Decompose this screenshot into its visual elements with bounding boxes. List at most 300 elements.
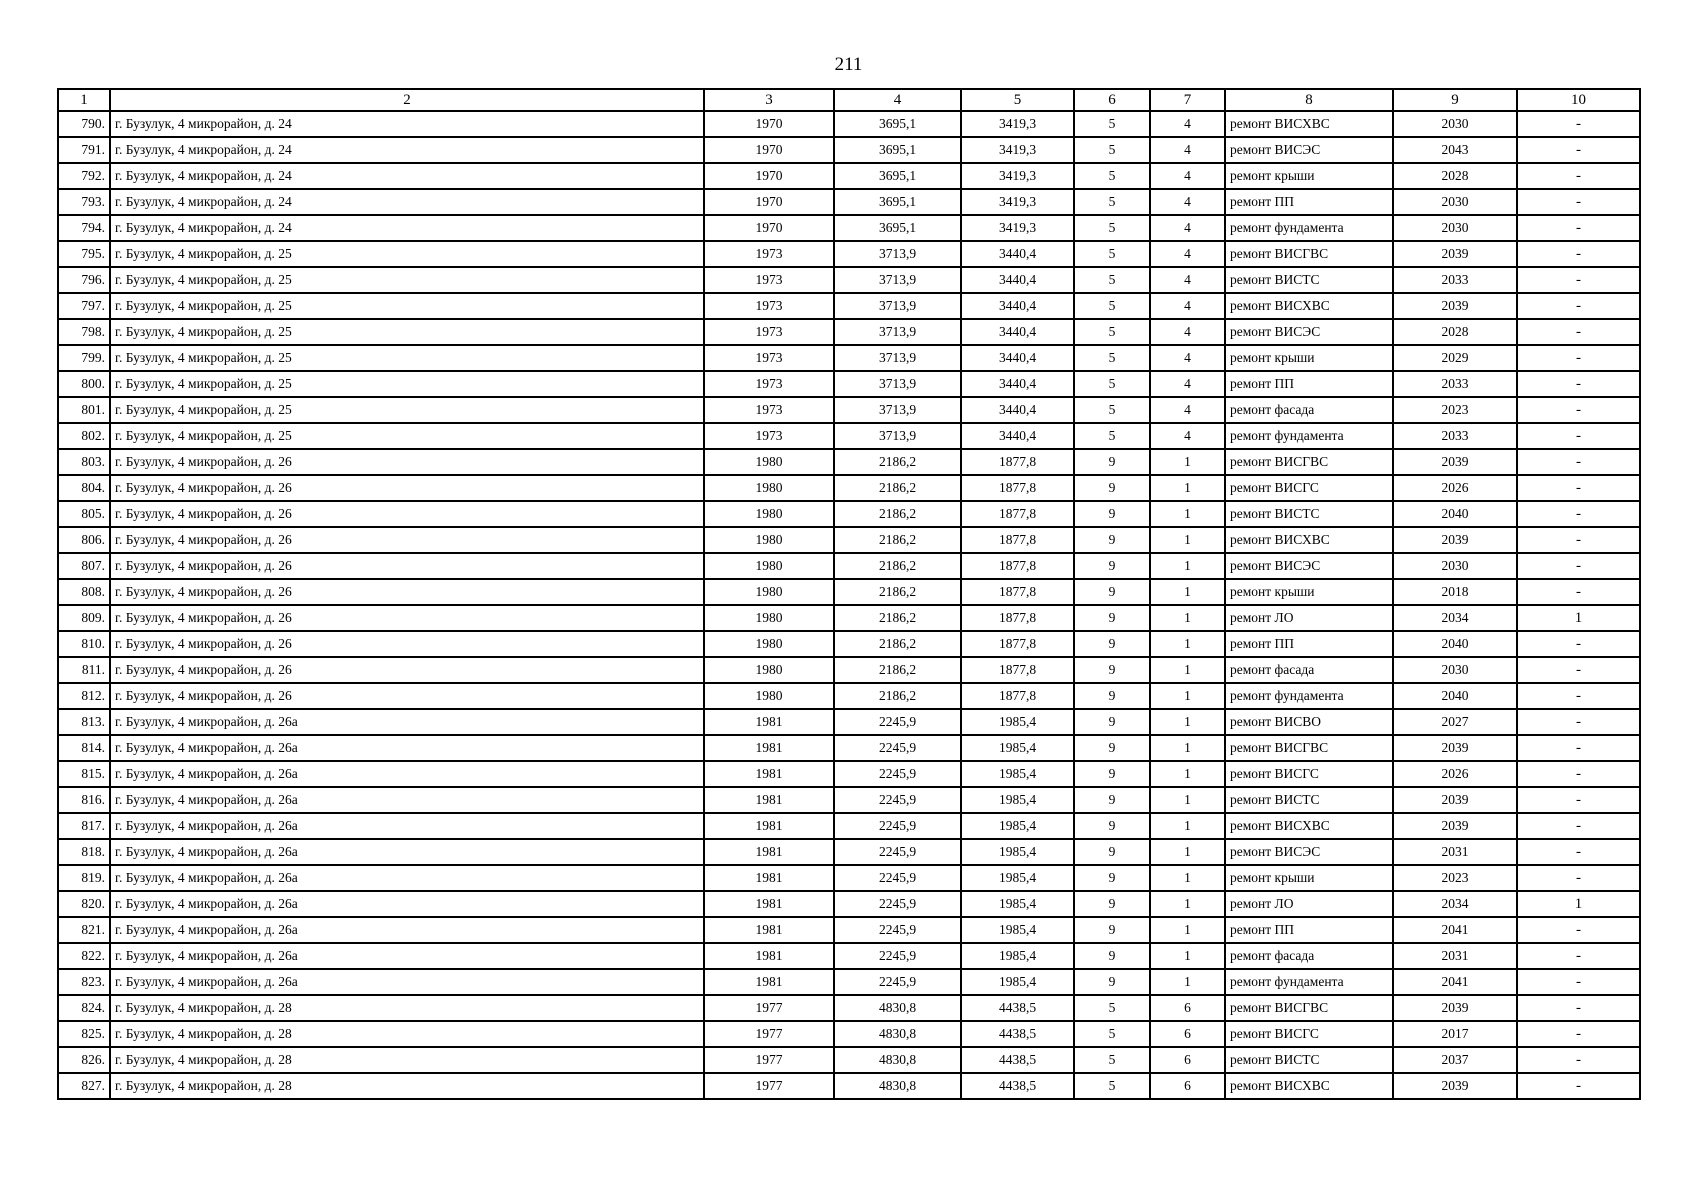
- cell-entrances: 4: [1150, 423, 1225, 449]
- cell-row-number: 797.: [58, 293, 110, 319]
- cell-living-area: 1877,8: [961, 501, 1074, 527]
- cell-construction-year: 1973: [704, 319, 834, 345]
- cell-entrances: 1: [1150, 917, 1225, 943]
- cell-flag: 1: [1517, 891, 1640, 917]
- cell-living-area: 4438,5: [961, 1047, 1074, 1073]
- cell-address: г. Бузулук, 4 микрорайон, д. 26а: [110, 943, 704, 969]
- cell-entrances: 4: [1150, 267, 1225, 293]
- cell-work-type: ремонт ВИСХВС: [1225, 111, 1393, 137]
- cell-total-area: 2245,9: [834, 891, 961, 917]
- cell-construction-year: 1980: [704, 553, 834, 579]
- table-row: [58, 761, 1640, 787]
- cell-total-area: 4830,8: [834, 995, 961, 1021]
- cell-row-number: 790.: [58, 111, 110, 137]
- cell-planned-year: 2030: [1393, 189, 1517, 215]
- cell-row-number: 794.: [58, 215, 110, 241]
- cell-row-number: 804.: [58, 475, 110, 501]
- cell-row-number: 793.: [58, 189, 110, 215]
- cell-planned-year: 2023: [1393, 865, 1517, 891]
- cell-planned-year: 2028: [1393, 163, 1517, 189]
- table-row: [58, 449, 1640, 475]
- cell-total-area: 2245,9: [834, 917, 961, 943]
- cell-flag: -: [1517, 917, 1640, 943]
- cell-planned-year: 2039: [1393, 995, 1517, 1021]
- cell-total-area: 4830,8: [834, 1021, 961, 1047]
- cell-entrances: 4: [1150, 111, 1225, 137]
- cell-flag: -: [1517, 657, 1640, 683]
- cell-construction-year: 1973: [704, 397, 834, 423]
- cell-flag: -: [1517, 319, 1640, 345]
- cell-floors: 5: [1074, 319, 1150, 345]
- cell-total-area: 2245,9: [834, 787, 961, 813]
- cell-flag: -: [1517, 371, 1640, 397]
- cell-flag: -: [1517, 1047, 1640, 1073]
- cell-row-number: 827.: [58, 1073, 110, 1099]
- cell-row-number: 795.: [58, 241, 110, 267]
- cell-living-area: 1877,8: [961, 631, 1074, 657]
- cell-row-number: 814.: [58, 735, 110, 761]
- cell-entrances: 4: [1150, 397, 1225, 423]
- cell-construction-year: 1980: [704, 527, 834, 553]
- cell-planned-year: 2033: [1393, 371, 1517, 397]
- cell-floors: 9: [1074, 709, 1150, 735]
- column-header-2: 2: [110, 89, 704, 111]
- table-row: [58, 553, 1640, 579]
- cell-floors: 9: [1074, 813, 1150, 839]
- table-row: [58, 371, 1640, 397]
- table-row: [58, 215, 1640, 241]
- cell-entrances: 4: [1150, 371, 1225, 397]
- cell-address: г. Бузулук, 4 микрорайон, д. 25: [110, 267, 704, 293]
- cell-work-type: ремонт ЛО: [1225, 605, 1393, 631]
- cell-entrances: 4: [1150, 241, 1225, 267]
- cell-living-area: 3440,4: [961, 345, 1074, 371]
- table-row: [58, 501, 1640, 527]
- column-header-1: 1: [58, 89, 110, 111]
- cell-row-number: 798.: [58, 319, 110, 345]
- cell-row-number: 822.: [58, 943, 110, 969]
- cell-floors: 5: [1074, 1021, 1150, 1047]
- cell-address: г. Бузулук, 4 микрорайон, д. 24: [110, 163, 704, 189]
- cell-living-area: 1877,8: [961, 449, 1074, 475]
- cell-work-type: ремонт ВИСТС: [1225, 267, 1393, 293]
- cell-planned-year: 2033: [1393, 423, 1517, 449]
- cell-entrances: 1: [1150, 735, 1225, 761]
- cell-floors: 9: [1074, 969, 1150, 995]
- cell-total-area: 3695,1: [834, 189, 961, 215]
- table-row: [58, 319, 1640, 345]
- cell-work-type: ремонт крыши: [1225, 163, 1393, 189]
- cell-flag: -: [1517, 761, 1640, 787]
- cell-construction-year: 1980: [704, 501, 834, 527]
- cell-row-number: 821.: [58, 917, 110, 943]
- cell-flag: -: [1517, 787, 1640, 813]
- cell-planned-year: 2039: [1393, 735, 1517, 761]
- table-row: [58, 527, 1640, 553]
- cell-floors: 9: [1074, 683, 1150, 709]
- cell-living-area: 3419,3: [961, 163, 1074, 189]
- cell-construction-year: 1981: [704, 813, 834, 839]
- cell-work-type: ремонт крыши: [1225, 865, 1393, 891]
- cell-work-type: ремонт ВИСТС: [1225, 1047, 1393, 1073]
- table-row: [58, 631, 1640, 657]
- cell-total-area: 4830,8: [834, 1047, 961, 1073]
- cell-construction-year: 1970: [704, 163, 834, 189]
- cell-entrances: 1: [1150, 631, 1225, 657]
- cell-total-area: 2245,9: [834, 709, 961, 735]
- cell-work-type: ремонт ВИСГВС: [1225, 995, 1393, 1021]
- table-row: [58, 345, 1640, 371]
- cell-row-number: 805.: [58, 501, 110, 527]
- cell-entrances: 6: [1150, 1021, 1225, 1047]
- cell-address: г. Бузулук, 4 микрорайон, д. 25: [110, 371, 704, 397]
- cell-work-type: ремонт ВИСГС: [1225, 475, 1393, 501]
- cell-work-type: ремонт ВИСТС: [1225, 787, 1393, 813]
- cell-construction-year: 1981: [704, 891, 834, 917]
- cell-floors: 5: [1074, 345, 1150, 371]
- cell-entrances: 1: [1150, 709, 1225, 735]
- cell-work-type: ремонт ВИСЭС: [1225, 137, 1393, 163]
- cell-construction-year: 1981: [704, 969, 834, 995]
- cell-total-area: 4830,8: [834, 1073, 961, 1099]
- table-row: [58, 917, 1640, 943]
- cell-construction-year: 1973: [704, 345, 834, 371]
- cell-work-type: ремонт ВИСЭС: [1225, 553, 1393, 579]
- cell-total-area: 2186,2: [834, 527, 961, 553]
- cell-address: г. Бузулук, 4 микрорайон, д. 26: [110, 527, 704, 553]
- cell-planned-year: 2040: [1393, 631, 1517, 657]
- cell-planned-year: 2031: [1393, 839, 1517, 865]
- cell-work-type: ремонт ВИСЭС: [1225, 839, 1393, 865]
- cell-work-type: ремонт фундамента: [1225, 969, 1393, 995]
- cell-floors: 5: [1074, 111, 1150, 137]
- cell-work-type: ремонт ВИСТС: [1225, 501, 1393, 527]
- cell-flag: -: [1517, 501, 1640, 527]
- cell-floors: 9: [1074, 475, 1150, 501]
- cell-construction-year: 1970: [704, 215, 834, 241]
- cell-planned-year: 2040: [1393, 501, 1517, 527]
- cell-work-type: ремонт фасада: [1225, 943, 1393, 969]
- cell-entrances: 1: [1150, 657, 1225, 683]
- cell-flag: -: [1517, 423, 1640, 449]
- cell-address: г. Бузулук, 4 микрорайон, д. 25: [110, 423, 704, 449]
- cell-entrances: 4: [1150, 293, 1225, 319]
- cell-living-area: 1877,8: [961, 605, 1074, 631]
- cell-address: г. Бузулук, 4 микрорайон, д. 25: [110, 241, 704, 267]
- cell-address: г. Бузулук, 4 микрорайон, д. 26а: [110, 839, 704, 865]
- cell-floors: 9: [1074, 865, 1150, 891]
- cell-work-type: ремонт крыши: [1225, 345, 1393, 371]
- cell-flag: -: [1517, 527, 1640, 553]
- cell-entrances: 1: [1150, 553, 1225, 579]
- cell-entrances: 1: [1150, 527, 1225, 553]
- cell-address: г. Бузулук, 4 микрорайон, д. 26: [110, 631, 704, 657]
- cell-living-area: 3440,4: [961, 423, 1074, 449]
- cell-total-area: 3695,1: [834, 215, 961, 241]
- cell-floors: 9: [1074, 631, 1150, 657]
- cell-work-type: ремонт ЛО: [1225, 891, 1393, 917]
- cell-row-number: 813.: [58, 709, 110, 735]
- cell-work-type: ремонт крыши: [1225, 579, 1393, 605]
- cell-planned-year: 2033: [1393, 267, 1517, 293]
- table-row: [58, 267, 1640, 293]
- cell-living-area: 3440,4: [961, 397, 1074, 423]
- cell-total-area: 2186,2: [834, 605, 961, 631]
- cell-living-area: 1985,4: [961, 969, 1074, 995]
- cell-floors: 9: [1074, 657, 1150, 683]
- cell-construction-year: 1973: [704, 267, 834, 293]
- cell-address: г. Бузулук, 4 микрорайон, д. 26: [110, 449, 704, 475]
- cell-address: г. Бузулук, 4 микрорайон, д. 26: [110, 579, 704, 605]
- cell-floors: 9: [1074, 553, 1150, 579]
- cell-address: г. Бузулук, 4 микрорайон, д. 28: [110, 995, 704, 1021]
- cell-address: г. Бузулук, 4 микрорайон, д. 26а: [110, 761, 704, 787]
- cell-total-area: 2245,9: [834, 735, 961, 761]
- cell-construction-year: 1980: [704, 475, 834, 501]
- cell-row-number: 812.: [58, 683, 110, 709]
- table-row: [58, 1073, 1640, 1099]
- cell-address: г. Бузулук, 4 микрорайон, д. 28: [110, 1047, 704, 1073]
- cell-work-type: ремонт ВИСГВС: [1225, 241, 1393, 267]
- cell-total-area: 3695,1: [834, 111, 961, 137]
- table-row: [58, 163, 1640, 189]
- cell-construction-year: 1981: [704, 709, 834, 735]
- cell-address: г. Бузулук, 4 микрорайон, д. 26а: [110, 735, 704, 761]
- table-row: [58, 579, 1640, 605]
- table-row: [58, 839, 1640, 865]
- cell-construction-year: 1980: [704, 657, 834, 683]
- cell-total-area: 2245,9: [834, 943, 961, 969]
- cell-floors: 9: [1074, 605, 1150, 631]
- cell-flag: -: [1517, 995, 1640, 1021]
- cell-planned-year: 2026: [1393, 761, 1517, 787]
- cell-entrances: 1: [1150, 787, 1225, 813]
- cell-flag: -: [1517, 267, 1640, 293]
- cell-row-number: 817.: [58, 813, 110, 839]
- cell-work-type: ремонт ВИСГВС: [1225, 449, 1393, 475]
- cell-row-number: 815.: [58, 761, 110, 787]
- cell-construction-year: 1980: [704, 579, 834, 605]
- cell-flag: -: [1517, 163, 1640, 189]
- cell-construction-year: 1973: [704, 293, 834, 319]
- cell-total-area: 2245,9: [834, 813, 961, 839]
- cell-row-number: 810.: [58, 631, 110, 657]
- cell-construction-year: 1981: [704, 761, 834, 787]
- cell-work-type: ремонт ВИСХВС: [1225, 527, 1393, 553]
- cell-row-number: 818.: [58, 839, 110, 865]
- cell-living-area: 3440,4: [961, 371, 1074, 397]
- cell-row-number: 802.: [58, 423, 110, 449]
- table-row: [58, 605, 1640, 631]
- table-row: [58, 813, 1640, 839]
- table-row: [58, 475, 1640, 501]
- cell-flag: -: [1517, 111, 1640, 137]
- cell-work-type: ремонт ВИСХВС: [1225, 293, 1393, 319]
- cell-construction-year: 1977: [704, 1047, 834, 1073]
- cell-total-area: 2186,2: [834, 657, 961, 683]
- cell-row-number: 800.: [58, 371, 110, 397]
- cell-row-number: 819.: [58, 865, 110, 891]
- cell-construction-year: 1973: [704, 371, 834, 397]
- cell-living-area: 3419,3: [961, 189, 1074, 215]
- cell-work-type: ремонт ВИСХВС: [1225, 1073, 1393, 1099]
- cell-living-area: 3440,4: [961, 267, 1074, 293]
- cell-living-area: 1985,4: [961, 839, 1074, 865]
- cell-floors: 5: [1074, 397, 1150, 423]
- cell-construction-year: 1980: [704, 631, 834, 657]
- cell-planned-year: 2039: [1393, 293, 1517, 319]
- cell-construction-year: 1980: [704, 605, 834, 631]
- cell-work-type: ремонт ВИСЭС: [1225, 319, 1393, 345]
- cell-floors: 9: [1074, 917, 1150, 943]
- table-row: [58, 683, 1640, 709]
- cell-construction-year: 1981: [704, 787, 834, 813]
- cell-floors: 9: [1074, 891, 1150, 917]
- table-row: [58, 943, 1640, 969]
- table-row: [58, 709, 1640, 735]
- cell-total-area: 3713,9: [834, 267, 961, 293]
- cell-total-area: 2245,9: [834, 969, 961, 995]
- table-row: [58, 1021, 1640, 1047]
- table-row: [58, 293, 1640, 319]
- cell-living-area: 3419,3: [961, 137, 1074, 163]
- column-header-4: 4: [834, 89, 961, 111]
- cell-planned-year: 2026: [1393, 475, 1517, 501]
- cell-work-type: ремонт фундамента: [1225, 683, 1393, 709]
- cell-living-area: 3419,3: [961, 215, 1074, 241]
- cell-living-area: 1877,8: [961, 475, 1074, 501]
- cell-planned-year: 2040: [1393, 683, 1517, 709]
- cell-row-number: 806.: [58, 527, 110, 553]
- cell-row-number: 799.: [58, 345, 110, 371]
- cell-construction-year: 1980: [704, 683, 834, 709]
- cell-entrances: 4: [1150, 319, 1225, 345]
- cell-flag: -: [1517, 397, 1640, 423]
- cell-flag: -: [1517, 631, 1640, 657]
- cell-entrances: 1: [1150, 449, 1225, 475]
- cell-planned-year: 2030: [1393, 111, 1517, 137]
- cell-flag: -: [1517, 579, 1640, 605]
- cell-planned-year: 2029: [1393, 345, 1517, 371]
- cell-floors: 5: [1074, 267, 1150, 293]
- cell-planned-year: 2043: [1393, 137, 1517, 163]
- cell-entrances: 1: [1150, 683, 1225, 709]
- cell-floors: 9: [1074, 501, 1150, 527]
- cell-entrances: 1: [1150, 813, 1225, 839]
- cell-construction-year: 1973: [704, 423, 834, 449]
- cell-living-area: 1985,4: [961, 891, 1074, 917]
- cell-entrances: 6: [1150, 1073, 1225, 1099]
- cell-floors: 9: [1074, 943, 1150, 969]
- cell-address: г. Бузулук, 4 микрорайон, д. 26а: [110, 865, 704, 891]
- cell-entrances: 1: [1150, 579, 1225, 605]
- cell-floors: 5: [1074, 371, 1150, 397]
- repair-schedule-table: [57, 88, 1641, 1100]
- cell-address: г. Бузулук, 4 микрорайон, д. 25: [110, 293, 704, 319]
- cell-address: г. Бузулук, 4 микрорайон, д. 24: [110, 137, 704, 163]
- cell-work-type: ремонт ВИСГС: [1225, 761, 1393, 787]
- cell-planned-year: 2039: [1393, 241, 1517, 267]
- cell-living-area: 1985,4: [961, 787, 1074, 813]
- cell-planned-year: 2037: [1393, 1047, 1517, 1073]
- column-header-3: 3: [704, 89, 834, 111]
- cell-address: г. Бузулук, 4 микрорайон, д. 24: [110, 189, 704, 215]
- cell-flag: -: [1517, 475, 1640, 501]
- cell-entrances: 1: [1150, 865, 1225, 891]
- cell-planned-year: 2030: [1393, 215, 1517, 241]
- cell-entrances: 6: [1150, 995, 1225, 1021]
- cell-total-area: 2245,9: [834, 761, 961, 787]
- cell-address: г. Бузулук, 4 микрорайон, д. 26а: [110, 917, 704, 943]
- cell-floors: 5: [1074, 423, 1150, 449]
- cell-total-area: 2186,2: [834, 579, 961, 605]
- cell-planned-year: 2034: [1393, 891, 1517, 917]
- cell-flag: -: [1517, 553, 1640, 579]
- cell-total-area: 2186,2: [834, 501, 961, 527]
- cell-planned-year: 2017: [1393, 1021, 1517, 1047]
- cell-row-number: 801.: [58, 397, 110, 423]
- cell-living-area: 1985,4: [961, 813, 1074, 839]
- cell-floors: 5: [1074, 995, 1150, 1021]
- cell-total-area: 2186,2: [834, 553, 961, 579]
- cell-construction-year: 1970: [704, 111, 834, 137]
- cell-work-type: ремонт ПП: [1225, 631, 1393, 657]
- cell-entrances: 1: [1150, 475, 1225, 501]
- cell-construction-year: 1970: [704, 189, 834, 215]
- cell-entrances: 4: [1150, 137, 1225, 163]
- cell-construction-year: 1981: [704, 735, 834, 761]
- cell-floors: 5: [1074, 163, 1150, 189]
- cell-entrances: 1: [1150, 501, 1225, 527]
- cell-work-type: ремонт фасада: [1225, 397, 1393, 423]
- table-row: [58, 111, 1640, 137]
- column-header-10: 10: [1517, 89, 1640, 111]
- cell-planned-year: 2030: [1393, 553, 1517, 579]
- cell-row-number: 820.: [58, 891, 110, 917]
- cell-construction-year: 1981: [704, 839, 834, 865]
- cell-floors: 5: [1074, 1047, 1150, 1073]
- cell-living-area: 1985,4: [961, 917, 1074, 943]
- cell-row-number: 811.: [58, 657, 110, 683]
- cell-total-area: 3713,9: [834, 241, 961, 267]
- cell-row-number: 807.: [58, 553, 110, 579]
- cell-total-area: 2245,9: [834, 865, 961, 891]
- cell-planned-year: 2031: [1393, 943, 1517, 969]
- cell-planned-year: 2039: [1393, 527, 1517, 553]
- cell-flag: -: [1517, 969, 1640, 995]
- cell-entrances: 1: [1150, 605, 1225, 631]
- table-row: [58, 865, 1640, 891]
- cell-entrances: 1: [1150, 943, 1225, 969]
- cell-floors: 9: [1074, 735, 1150, 761]
- cell-planned-year: 2041: [1393, 969, 1517, 995]
- table-row: [58, 735, 1640, 761]
- table-row: [58, 891, 1640, 917]
- cell-flag: -: [1517, 813, 1640, 839]
- cell-entrances: 1: [1150, 761, 1225, 787]
- cell-flag: -: [1517, 293, 1640, 319]
- table-row: [58, 969, 1640, 995]
- cell-total-area: 3695,1: [834, 163, 961, 189]
- cell-address: г. Бузулук, 4 микрорайон, д. 24: [110, 215, 704, 241]
- cell-flag: -: [1517, 345, 1640, 371]
- cell-address: г. Бузулук, 4 микрорайон, д. 26: [110, 553, 704, 579]
- cell-total-area: 2245,9: [834, 839, 961, 865]
- cell-work-type: ремонт ВИСХВС: [1225, 813, 1393, 839]
- cell-living-area: 4438,5: [961, 995, 1074, 1021]
- cell-flag: -: [1517, 241, 1640, 267]
- cell-row-number: 823.: [58, 969, 110, 995]
